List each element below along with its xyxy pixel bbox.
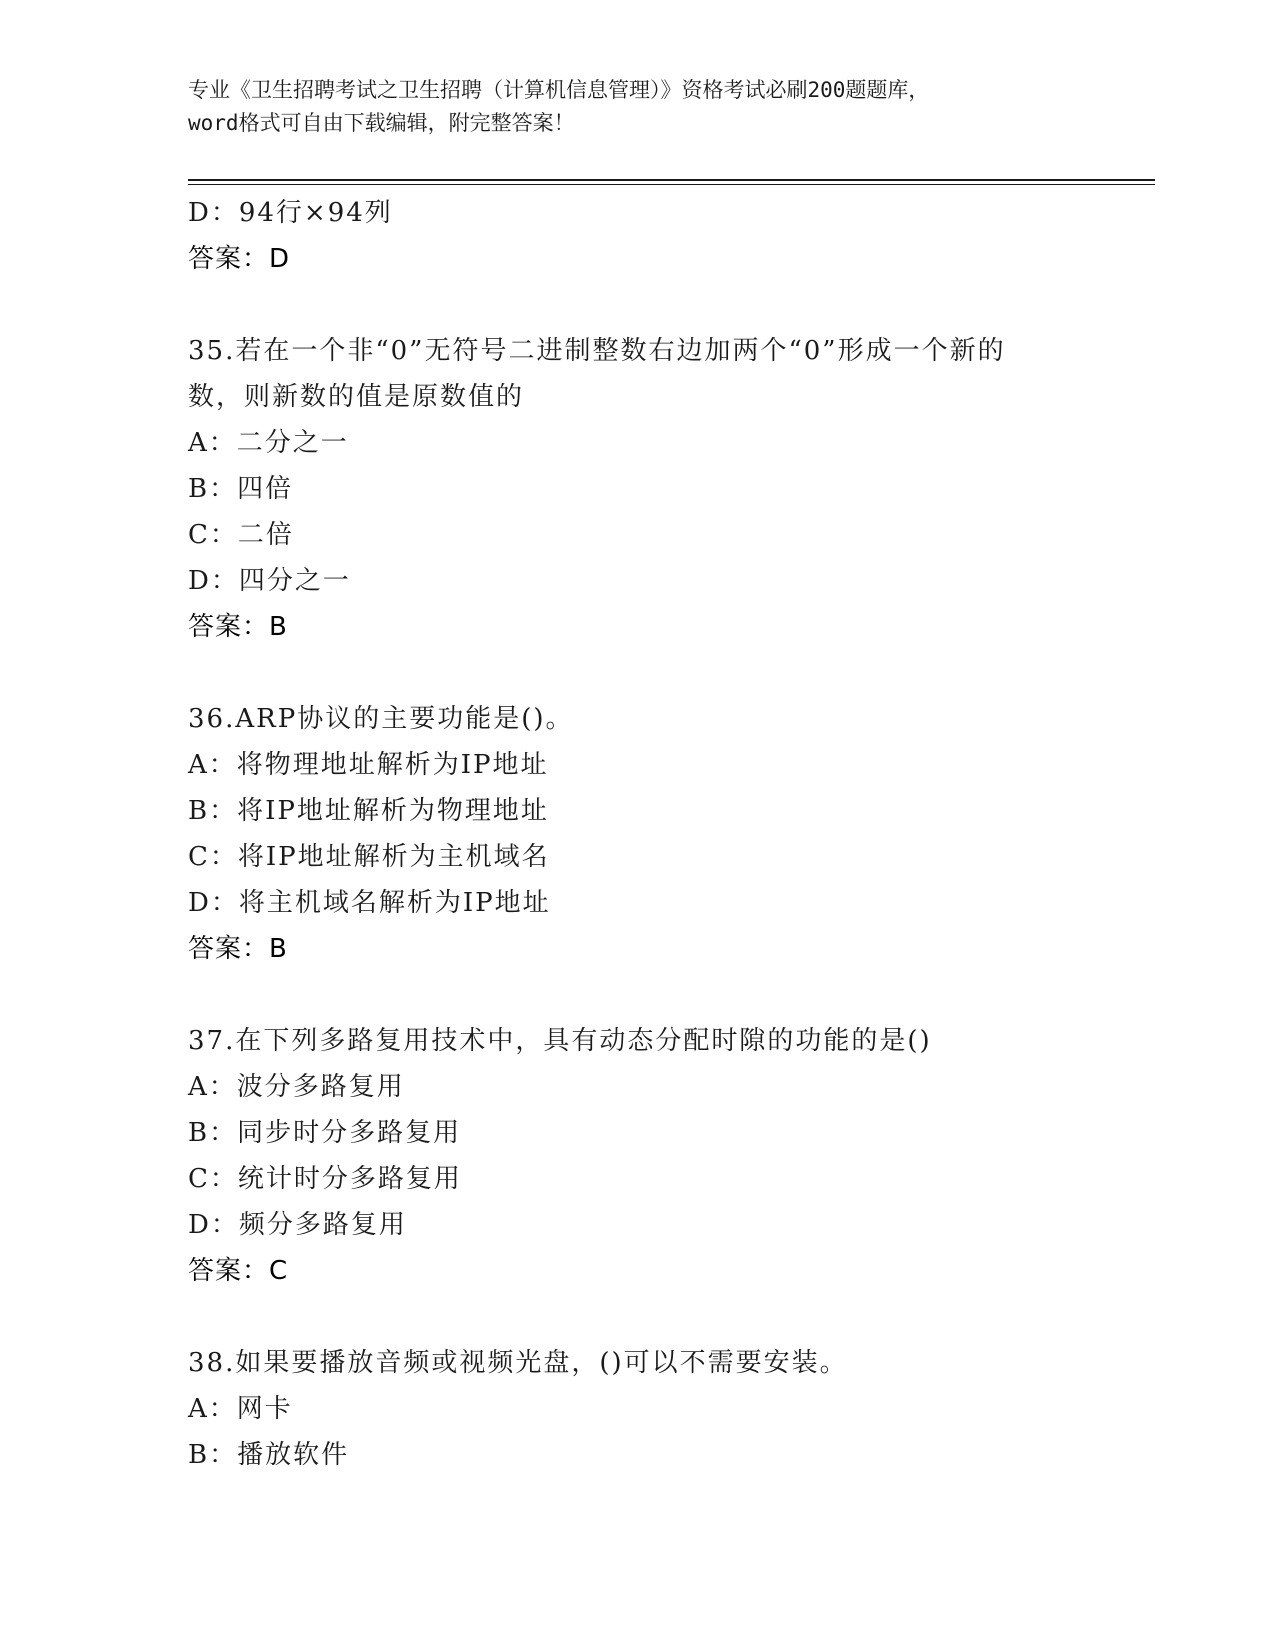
question-37 xyxy=(188,1018,1148,1294)
option-c: C：统计时分多路复用 xyxy=(188,1164,462,1194)
question-stem-line-2: 数，则新数的值是原数值的 xyxy=(188,382,525,412)
question-stem: 38.如果要播放音频或视频光盘，()可以不需要安装。 xyxy=(188,1348,848,1378)
option-d: D：将主机域名解析为IP地址 xyxy=(188,888,551,918)
header-line-2: word格式可自由下载编辑，附完整答案！ xyxy=(188,111,575,135)
option-a: A：网卡 xyxy=(188,1394,293,1424)
question-36 xyxy=(188,696,1148,972)
document-body xyxy=(188,190,1148,1478)
document-header xyxy=(188,74,1088,140)
header-divider-thick xyxy=(188,179,1155,181)
option-b: B：将IP地址解析为物理地址 xyxy=(188,796,549,826)
option-b: B：播放软件 xyxy=(188,1440,350,1470)
question-stem: 36.ARP协议的主要功能是()。 xyxy=(188,704,574,734)
option-c: C：将IP地址解析为主机域名 xyxy=(188,842,550,872)
previous-question-tail xyxy=(188,190,1148,282)
option-c: C：二倍 xyxy=(188,520,294,550)
question-38 xyxy=(188,1340,1148,1478)
answer: 答案：C xyxy=(188,1256,289,1286)
question-35 xyxy=(188,328,1148,650)
option-d: D：频分多路复用 xyxy=(188,1210,407,1240)
option-d: D：四分之一 xyxy=(188,566,351,596)
option-b: B：四倍 xyxy=(188,474,294,504)
option-a: A：二分之一 xyxy=(188,428,349,458)
answer: 答案：D xyxy=(188,244,291,274)
option-a: A：波分多路复用 xyxy=(188,1072,405,1102)
question-stem-line-1: 35.若在一个非“0”无符号二进制整数右边加两个“0”形成一个新的 xyxy=(188,336,1006,366)
option-a: A：将物理地址解析为IP地址 xyxy=(188,750,549,780)
answer: 答案：B xyxy=(188,934,288,964)
option-b: B：同步时分多路复用 xyxy=(188,1118,462,1148)
question-stem: 37.在下列多路复用技术中，具有动态分配时隙的功能的是() xyxy=(188,1026,932,1056)
header-divider-thin xyxy=(188,184,1155,185)
option-d: D：94行×94列 xyxy=(188,198,393,228)
header-line-1: 专业《卫生招聘考试之卫生招聘（计算机信息管理）》资格考试必刷200题题库， xyxy=(188,78,930,102)
answer: 答案：B xyxy=(188,612,288,642)
